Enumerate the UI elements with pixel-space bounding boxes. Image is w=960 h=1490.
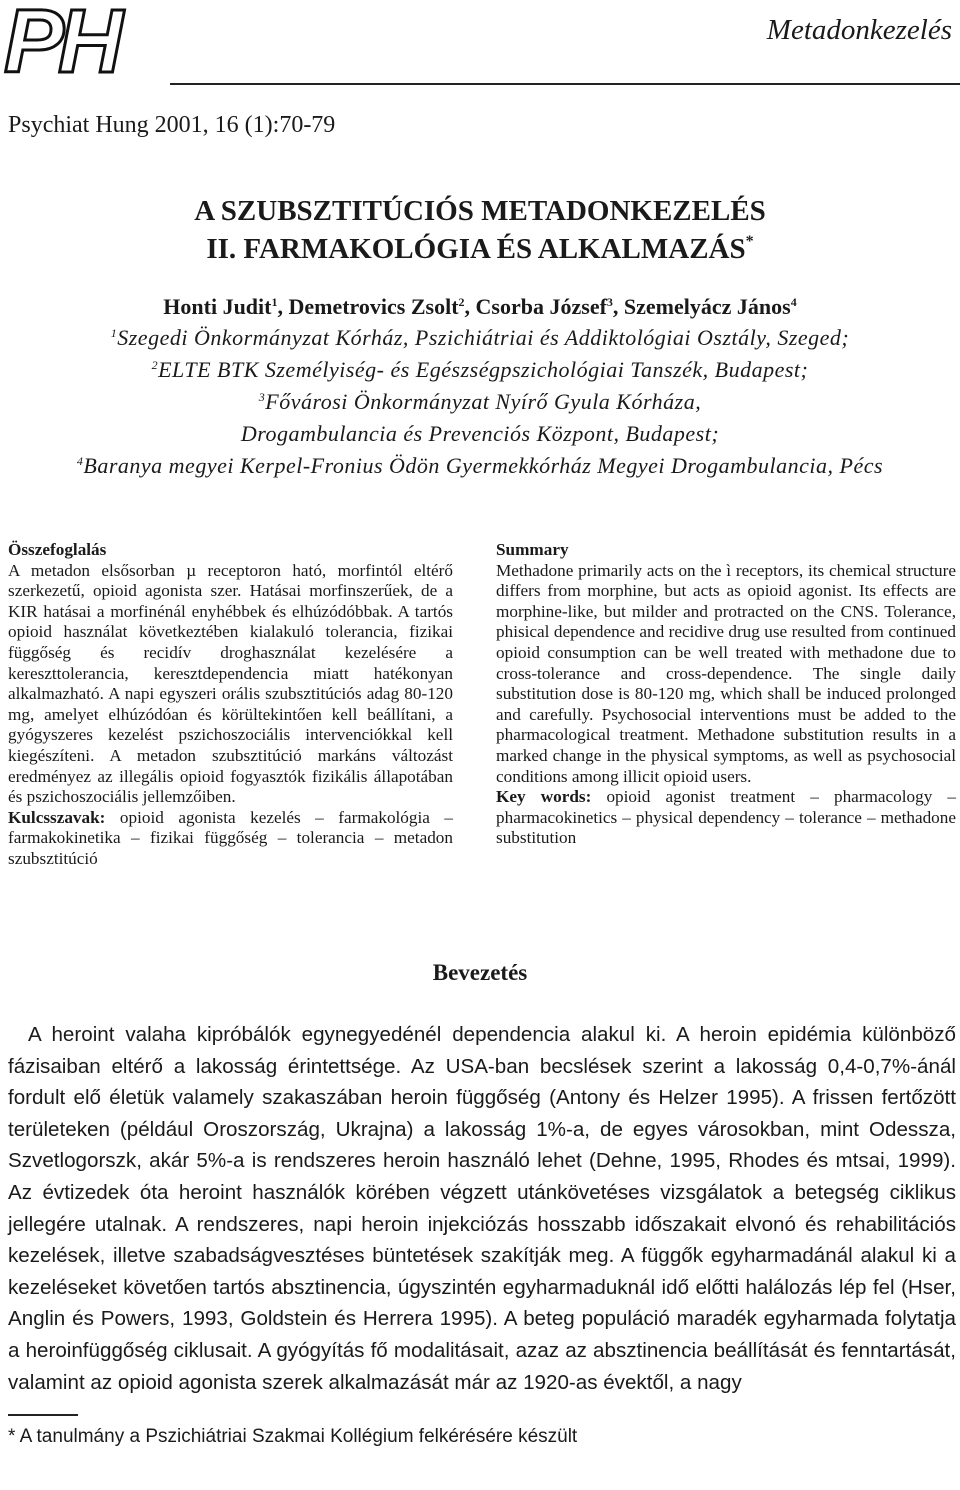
keywords: Key words: opioid agonist treatment – pharmacology – pharmacokinetics – physical dependency – tolerance – methadone substitution xyxy=(496,787,957,848)
journal-logo: PH xyxy=(4,0,118,92)
author: Honti Judit xyxy=(163,294,272,319)
author: Csorba József xyxy=(475,294,607,319)
abstract-hungarian xyxy=(8,540,453,870)
title-footnote-mark: * xyxy=(745,233,754,250)
affiliation: $^4$Baranya megyei Kerpel-Fronius Ödön Gyermekkórház Megyei Drogambulancia, Pécs xyxy=(76,453,884,478)
paragraph: A heroint valaha kipróbálók egynegyedénél dependencia alakul ki. A heroin epidémia különböző fázisaiban eltérő a lakosság érintettsége. Az USA-ban becslések szerint a lakosság 0,4-0,7%-ánál fordult elő életük valamely szakaszában heroin függőség (Antony és Helzer 1995). A frissen fertőzött területeken (például Oroszország, Ukrajna) a lakosság 1%-a, de egyes városokban, mint Odessza, Szvetlogorszk, akár 5%-a is rendszeres heroin használó lehet (Dehne, 1995, Rhodes és mtsai, 1999). Az évtizedek óta heroint használók körében végzett utánkövetéses vizsgálatok a betegség ciklikus jellegére utalnak. A rendszeres, napi heroin injekciózás hosszabb időszakait elvonó és rehabilitációs kezelések, illetve szabadságvesztéses büntetések szakítják meg. A függők egyharmadánál alakul ki a kezeléseket követően tartós absztinencia, úgyszintén egyharmaduknál idő előtti halálozás lép fel (Hser, Anglin és Powers, 1993, Goldstein és Herrera 1995). A beteg populáció maradék egyharmada folytatja a heroinfüggőség ciklusait. A gyógyítás fő modalitásait, azaz az absztinencia beállítását és fenntartását, valamint az opioid agonista szerek alkalmazását már az 1920-as évektől, a nagy xyxy=(8,1023,956,1394)
footnote: * A tanulmány a Pszichiátriai Szakmai Kollégium felkérésére készült xyxy=(8,1426,578,1447)
author: Szemelyácz János xyxy=(623,294,791,319)
article-title xyxy=(0,192,960,268)
affiliation: $^2$ELTE BTK Személyiség- és Egészségpszichológiai Tanszék, Budapest; xyxy=(151,357,809,382)
affiliation: $^1$Szegedi Önkormányzat Kórház, Pszichiátriai és Addiktológiai Osztály, Szeged; xyxy=(110,325,850,350)
header-rule xyxy=(170,83,960,85)
abstract-heading: Summary xyxy=(496,540,569,559)
title-line-2: II. FARMAKOLÓGIA ÉS ALKALMAZÁS* xyxy=(206,233,754,265)
keywords: Kulcsszavak: opioid agonista kezelés – farmakológia – farmakokinetika – fizikai függőség – tolerancia – metadon szubsztitúció xyxy=(8,807,453,868)
section-heading: Bevezetés xyxy=(432,960,528,985)
section-title: Metadonkezelés xyxy=(766,14,952,46)
author-list: Honti Judit$^1$, Demetrovics Zsolt$^2$, Csorba József$^3$, Szemelyácz János$^4$ xyxy=(163,294,797,319)
title-line-1: A SZUBSZTITÚCIÓS METADONKEZELÉS xyxy=(194,195,766,227)
author: Demetrovics Zsolt xyxy=(288,294,459,319)
affiliation: $^3$Fővárosi Önkormányzat Nyírő Gyula Kórháza, xyxy=(258,389,702,414)
footnote-rule xyxy=(8,1414,78,1416)
abstract-english xyxy=(496,540,956,849)
abstract-heading: Összefoglalás xyxy=(8,540,107,559)
body-text xyxy=(8,1019,956,1398)
abstract-text: A metadon elsősorban µ receptoron ható, morfintól eltérő szerkezetű, opioid agonista szer. Hatásai morfinszerűek, de a KIR hatásai a morfinénál enyhébbek és elhúzódóbbak. A tartós opioid használat következtében kialakuló tolerancia, fizikai függőség és recidív droghasználat kezelésére a kereszttolerancia, keresztdependencia miatt hatékonyan alkalmazható. A napi egyszeri orális szubsztitúciós adag 80-120 mg, amelyet elhúzódóan és körültekintően kell beállítani, a gyógyszeres kezelést pszichoszociális intervenciókkal kell kiegészíteni. A metadon szubsztitúció markáns változást eredményez az illegális opioid fogyasztók fizikális állapotában és pszichoszociális jellemzőiben. xyxy=(8,560,453,807)
abstract-text: Methadone primarily acts on the ì receptors, its chemical structure differs from morphine, but acts as opioid agonist. Its effects are morphine-like, but milder and protracted on the CNS. Tolerance, phisical dependence and recidive drug use resulted from continued opioid consumption can be well treated with methadone due to cross-tolerance and cross-dependence. The single daily substitution dose is 80-120 mg, which shall be induced prolonged and carefully. Psychosocial interventions must be added to the pharmacological treatment. Methadone substitution results in a marked change in the physical symptoms, as well as psychosocial conditions among illicit opioid users. xyxy=(496,560,956,786)
affiliation: Drogambulancia és Prevenciós Központ, Budapest; xyxy=(240,421,720,446)
journal-citation: Psychiat Hung 2001, 16 (1):70-79 xyxy=(8,112,336,138)
